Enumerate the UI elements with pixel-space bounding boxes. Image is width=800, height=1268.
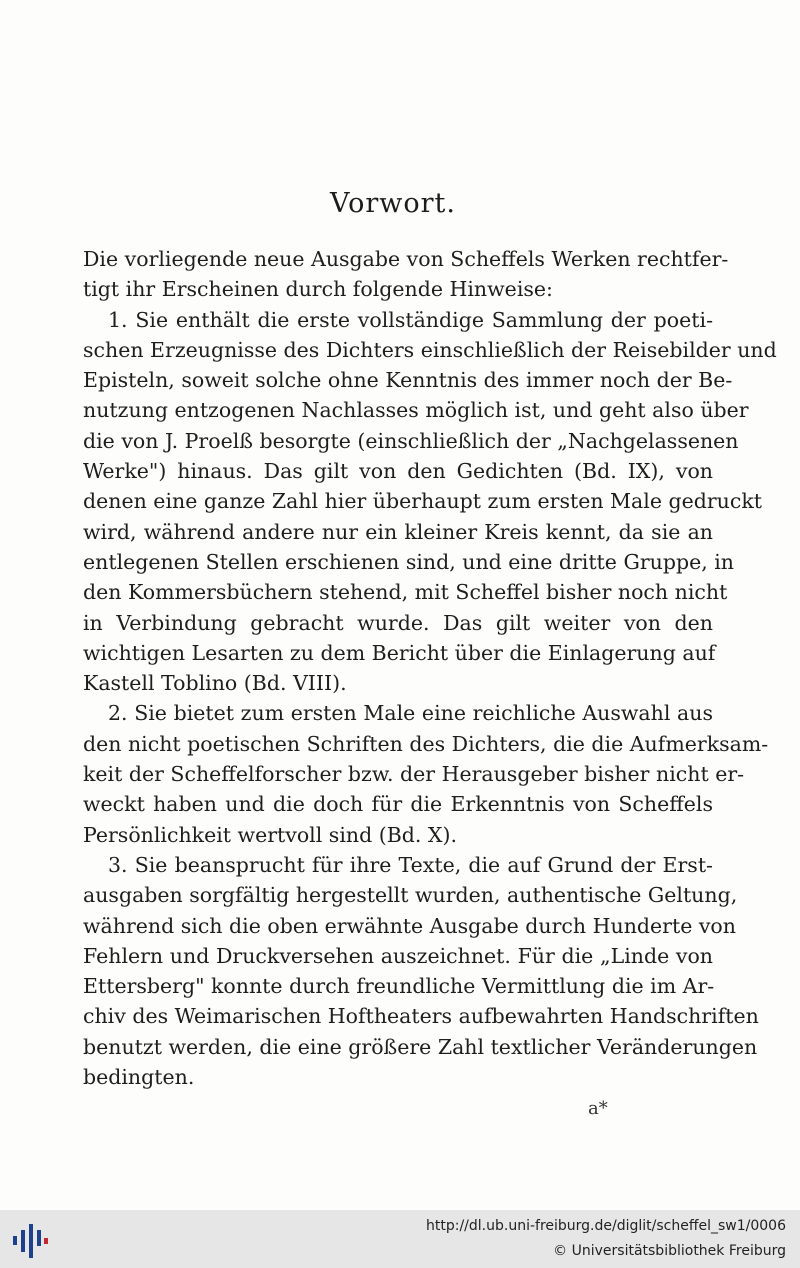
text-line: den nicht poetischen Schriften des Dichters, die die Aufmerksam-	[83, 731, 769, 756]
text-line: weckt haben und die doch für die Erkenntnis von Scheffels	[83, 792, 713, 817]
body-text	[83, 244, 777, 1092]
text-line: chiv des Weimarischen Hoftheaters aufbewahrten Handschriften	[83, 1004, 759, 1029]
text-line: denen eine ganze Zahl hier überhaupt zum ersten Male gedruckt	[83, 489, 762, 514]
text-line: 3. Sie beansprucht für ihre Texte, die auf Grund der Erst-	[108, 852, 713, 877]
text-line: die von J. Proelß besorgte (einschließlich der „Nachgelassenen	[83, 428, 739, 453]
text-line: Die vorliegende neue Ausgabe von Scheffels Werken rechtfer-	[83, 247, 729, 271]
library-logo-icon[interactable]	[11, 1220, 51, 1260]
text-line: tigt ihr Erscheinen durch folgende Hinweise:	[83, 277, 553, 302]
text-line: benutzt werden, die eine größere Zahl textlicher Veränderungen	[83, 1034, 758, 1059]
footer-url-link[interactable]: http://dl.ub.uni-freiburg.de/diglit/scheffel_sw1/0006	[426, 1218, 786, 1234]
text-line: nutzung entzogenen Nachlasses möglich ist, und geht also über	[83, 398, 749, 423]
text-line: während sich die oben erwähnte Ausgabe durch Hunderte von	[83, 913, 736, 938]
footer-copyright: © Universitätsbibliothek Freiburg	[553, 1243, 786, 1259]
text-line: wird, während andere nur ein kleiner Kreis kennt, da sie an	[83, 519, 713, 544]
text-line: Kastell Toblino (Bd. VIII).	[83, 671, 347, 696]
text-line: Werke") hinaus. Das gilt von den Gedichten (Bd. IX), von	[83, 459, 713, 484]
footer-bar	[0, 1210, 800, 1268]
text-line: bedingten.	[83, 1065, 195, 1090]
text-line: Fehlern und Druckversehen auszeichnet. Für die „Linde von	[83, 943, 713, 968]
text-line: 2. Sie bietet zum ersten Male eine reichliche Auswahl aus	[108, 701, 713, 726]
text-line: Ettersberg" konnte durch freundliche Vermittlung die im Ar-	[83, 974, 715, 999]
text-line: in Verbindung gebracht wurde. Das gilt weiter von den	[83, 610, 713, 635]
page-title: Vorwort.	[330, 188, 456, 219]
text-line: schen Erzeugnisse des Dichters einschließlich der Reisebilder und	[83, 337, 777, 362]
text-line: wichtigen Lesarten zu dem Bericht über die Einlagerung auf	[83, 640, 716, 665]
text-line: 1. Sie enthält die erste vollständige Sammlung der poeti-	[108, 307, 713, 332]
text-line: den Kommersbüchern stehend, mit Scheffel bisher noch nicht	[83, 580, 728, 605]
text-line: entlegenen Stellen erschienen sind, und eine dritte Gruppe, in	[83, 549, 734, 574]
text-line: Episteln, soweit solche ohne Kenntnis des immer noch der Be-	[83, 368, 733, 393]
text-line: Persönlichkeit wertvoll sind (Bd. X).	[83, 822, 458, 847]
text-line: ausgaben sorgfältig hergestellt wurden, authentische Geltung,	[83, 883, 738, 908]
text-line: keit der Scheffelforscher bzw. der Herausgeber bisher nicht er-	[83, 762, 745, 787]
signature-mark: a*	[588, 1098, 608, 1119]
